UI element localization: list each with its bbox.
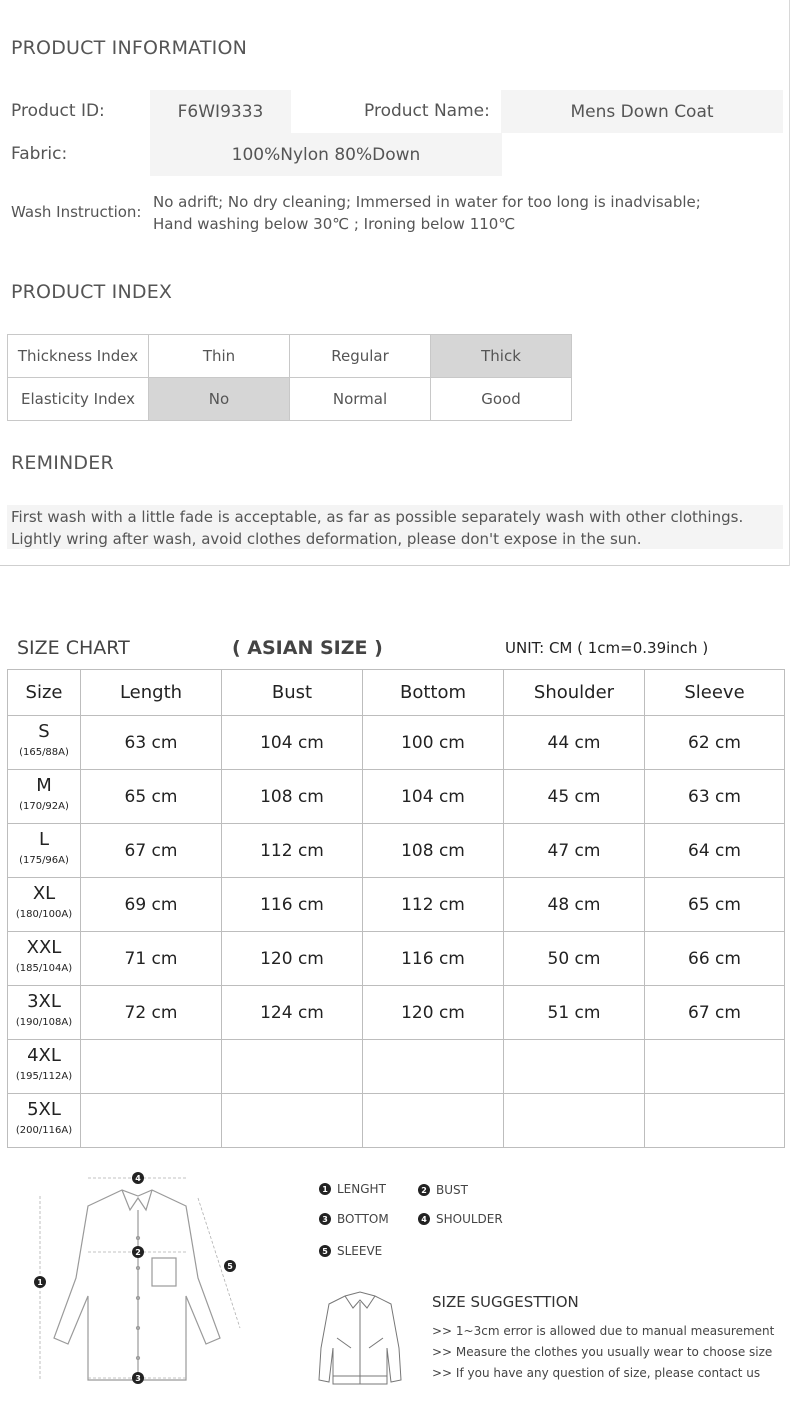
size-table [7, 669, 785, 1148]
measurement-cell: 45 cm [504, 770, 645, 824]
measurement-cell: 44 cm [504, 716, 645, 770]
measurement-cell: 124 cm [222, 986, 363, 1040]
number-3-icon: 3 [319, 1213, 331, 1225]
measurement-cell [222, 1094, 363, 1148]
measurement-cell: 47 cm [504, 824, 645, 878]
measurement-cell: 120 cm [363, 986, 504, 1040]
wash-line-1: No adrift; No dry cleaning; Immersed in water for too long is inadvisable; [153, 193, 701, 211]
product-index-title: PRODUCT INDEX [11, 281, 173, 303]
measurement-cell: 63 cm [81, 716, 222, 770]
size-row [8, 824, 785, 878]
svg-text:1: 1 [37, 1278, 43, 1287]
measurement-cell: 67 cm [81, 824, 222, 878]
measurement-cell: 65 cm [81, 770, 222, 824]
size-table-header [8, 670, 785, 716]
size-cell [8, 932, 81, 986]
product-id-value: F6WI9333 [150, 90, 291, 133]
legend-label: BUST [436, 1183, 468, 1197]
svg-text:5: 5 [227, 1262, 233, 1271]
legend-bottom [319, 1212, 389, 1226]
size-cell [8, 986, 81, 1040]
legend-sleeve [319, 1244, 382, 1258]
thickness-option-selected: Thick [431, 335, 572, 378]
size-label: XL [32, 883, 56, 904]
size-label: XXL [26, 937, 62, 958]
measurement-cell [222, 1040, 363, 1094]
fabric-value: 100%Nylon 80%Down [150, 133, 502, 176]
unit-note: UNIT: CM ( 1cm=0.39inch ) [505, 639, 709, 657]
fabric-label: Fabric: [11, 144, 68, 164]
measurement-cell: 65 cm [645, 878, 785, 932]
size-row [8, 932, 785, 986]
measurement-cell [363, 1094, 504, 1148]
measurement-cell [504, 1040, 645, 1094]
jacket-icon [315, 1288, 405, 1388]
size-cell [8, 716, 81, 770]
suggestion-line: >> If you have any question of size, please contact us [432, 1366, 761, 1380]
reminder-text: First wash with a little fade is acceptable, as far as possible separately wash with other clothings. Lightly wring after wash, avoid clothes deformation, please don't expose in the sun. [7, 505, 783, 549]
measurement-cell [81, 1040, 222, 1094]
measurement-cell: 67 cm [645, 986, 785, 1040]
suggestion-line: >> Measure the clothes you usually wear to choose size [432, 1345, 773, 1359]
thickness-row [8, 335, 572, 378]
shirt-diagram-icon [30, 1168, 260, 1388]
size-cell [8, 878, 81, 932]
measurement-cell [363, 1040, 504, 1094]
size-cell [8, 824, 81, 878]
measurement-cell: 112 cm [363, 878, 504, 932]
size-cell [8, 770, 81, 824]
size-chart-subtitle: ( ASIAN SIZE ) [232, 637, 383, 659]
size-code: (175/96A) [19, 855, 69, 866]
legend-bust [418, 1183, 468, 1197]
measurement-cell [645, 1094, 785, 1148]
header-bottom: Bottom [363, 670, 504, 716]
size-chart-title: SIZE CHART [17, 637, 130, 659]
thickness-option: Regular [290, 335, 431, 378]
product-id-label: Product ID: [11, 101, 105, 121]
size-label: M [36, 775, 52, 796]
product-name-value: Mens Down Coat [501, 90, 783, 133]
size-cell [8, 1040, 81, 1094]
reminder-title: REMINDER [11, 452, 114, 474]
measurement-cell: 116 cm [222, 878, 363, 932]
size-row [8, 770, 785, 824]
measurement-cell: 71 cm [81, 932, 222, 986]
number-4-icon: 4 [418, 1213, 430, 1225]
thickness-label: Thickness Index [8, 335, 149, 378]
size-code: (170/92A) [19, 801, 69, 812]
measurement-cell: 108 cm [222, 770, 363, 824]
size-cell [8, 1094, 81, 1148]
measurement-cell: 63 cm [645, 770, 785, 824]
measurement-cell: 50 cm [504, 932, 645, 986]
elasticity-option-selected: No [149, 378, 290, 421]
header-sleeve: Sleeve [645, 670, 785, 716]
wash-line-2: Hand washing below 30℃ ; Ironing below 110℃ [153, 215, 516, 233]
header-shoulder: Shoulder [504, 670, 645, 716]
size-row [8, 716, 785, 770]
measurement-cell [645, 1040, 785, 1094]
svg-text:4: 4 [135, 1174, 141, 1183]
measurement-cell: 100 cm [363, 716, 504, 770]
measurement-cell: 108 cm [363, 824, 504, 878]
measurement-cell [81, 1094, 222, 1148]
size-code: (190/108A) [15, 1017, 73, 1028]
svg-text:2: 2 [135, 1248, 141, 1257]
legend-shoulder [418, 1212, 503, 1226]
legend-label: SLEEVE [337, 1244, 383, 1258]
size-label: 5XL [27, 1099, 61, 1120]
size-row [8, 1040, 785, 1094]
number-2-icon: 2 [418, 1184, 430, 1196]
measurement-cell: 112 cm [222, 824, 363, 878]
product-index-table [7, 334, 572, 421]
measurement-cell: 48 cm [504, 878, 645, 932]
measurement-cell: 69 cm [81, 878, 222, 932]
legend-label: LENGHT [337, 1182, 386, 1196]
measurement-cell: 51 cm [504, 986, 645, 1040]
number-5-icon: 5 [319, 1245, 331, 1257]
size-row [8, 878, 785, 932]
legend-label: BOTTOM [337, 1212, 389, 1226]
measurement-cell: 116 cm [363, 932, 504, 986]
elasticity-label: Elasticity Index [8, 378, 149, 421]
size-code: (165/88A) [19, 747, 69, 758]
measurement-cell: 104 cm [222, 716, 363, 770]
wash-instructions [153, 191, 701, 235]
suggestion-line: >> 1~3cm error is allowed due to manual measurement [432, 1324, 775, 1338]
elasticity-option: Good [431, 378, 572, 421]
measurement-cell: 66 cm [645, 932, 785, 986]
size-label: 4XL [27, 1045, 61, 1066]
size-row [8, 986, 785, 1040]
size-table-body [8, 716, 785, 1148]
size-code: (185/104A) [15, 963, 73, 974]
product-info-title: PRODUCT INFORMATION [11, 37, 248, 59]
measurement-cell [504, 1094, 645, 1148]
size-code: (180/100A) [15, 909, 73, 920]
legend-label: SHOULDER [436, 1212, 503, 1226]
measurement-cell: 62 cm [645, 716, 785, 770]
measurement-cell: 120 cm [222, 932, 363, 986]
measurement-cell: 64 cm [645, 824, 785, 878]
elasticity-option: Normal [290, 378, 431, 421]
thickness-option: Thin [149, 335, 290, 378]
size-label: S [38, 721, 50, 742]
size-code: (195/112A) [15, 1071, 73, 1082]
header-size: Size [8, 670, 81, 716]
measurement-cell: 104 cm [363, 770, 504, 824]
number-1-icon: 1 [319, 1183, 331, 1195]
header-length: Length [81, 670, 222, 716]
size-code: (200/116A) [15, 1125, 73, 1136]
product-name-label: Product Name: [364, 101, 490, 121]
header-bust: Bust [222, 670, 363, 716]
svg-text:3: 3 [135, 1374, 141, 1383]
legend-length [319, 1182, 386, 1196]
elasticity-row [8, 378, 572, 421]
section-divider [0, 565, 790, 566]
wash-label: Wash Instruction: [11, 203, 142, 221]
size-row [8, 1094, 785, 1148]
size-label: L [38, 829, 50, 850]
size-label: 3XL [27, 991, 61, 1012]
size-suggestion-title: SIZE SUGGESTTION [432, 1293, 579, 1311]
measurement-cell: 72 cm [81, 986, 222, 1040]
